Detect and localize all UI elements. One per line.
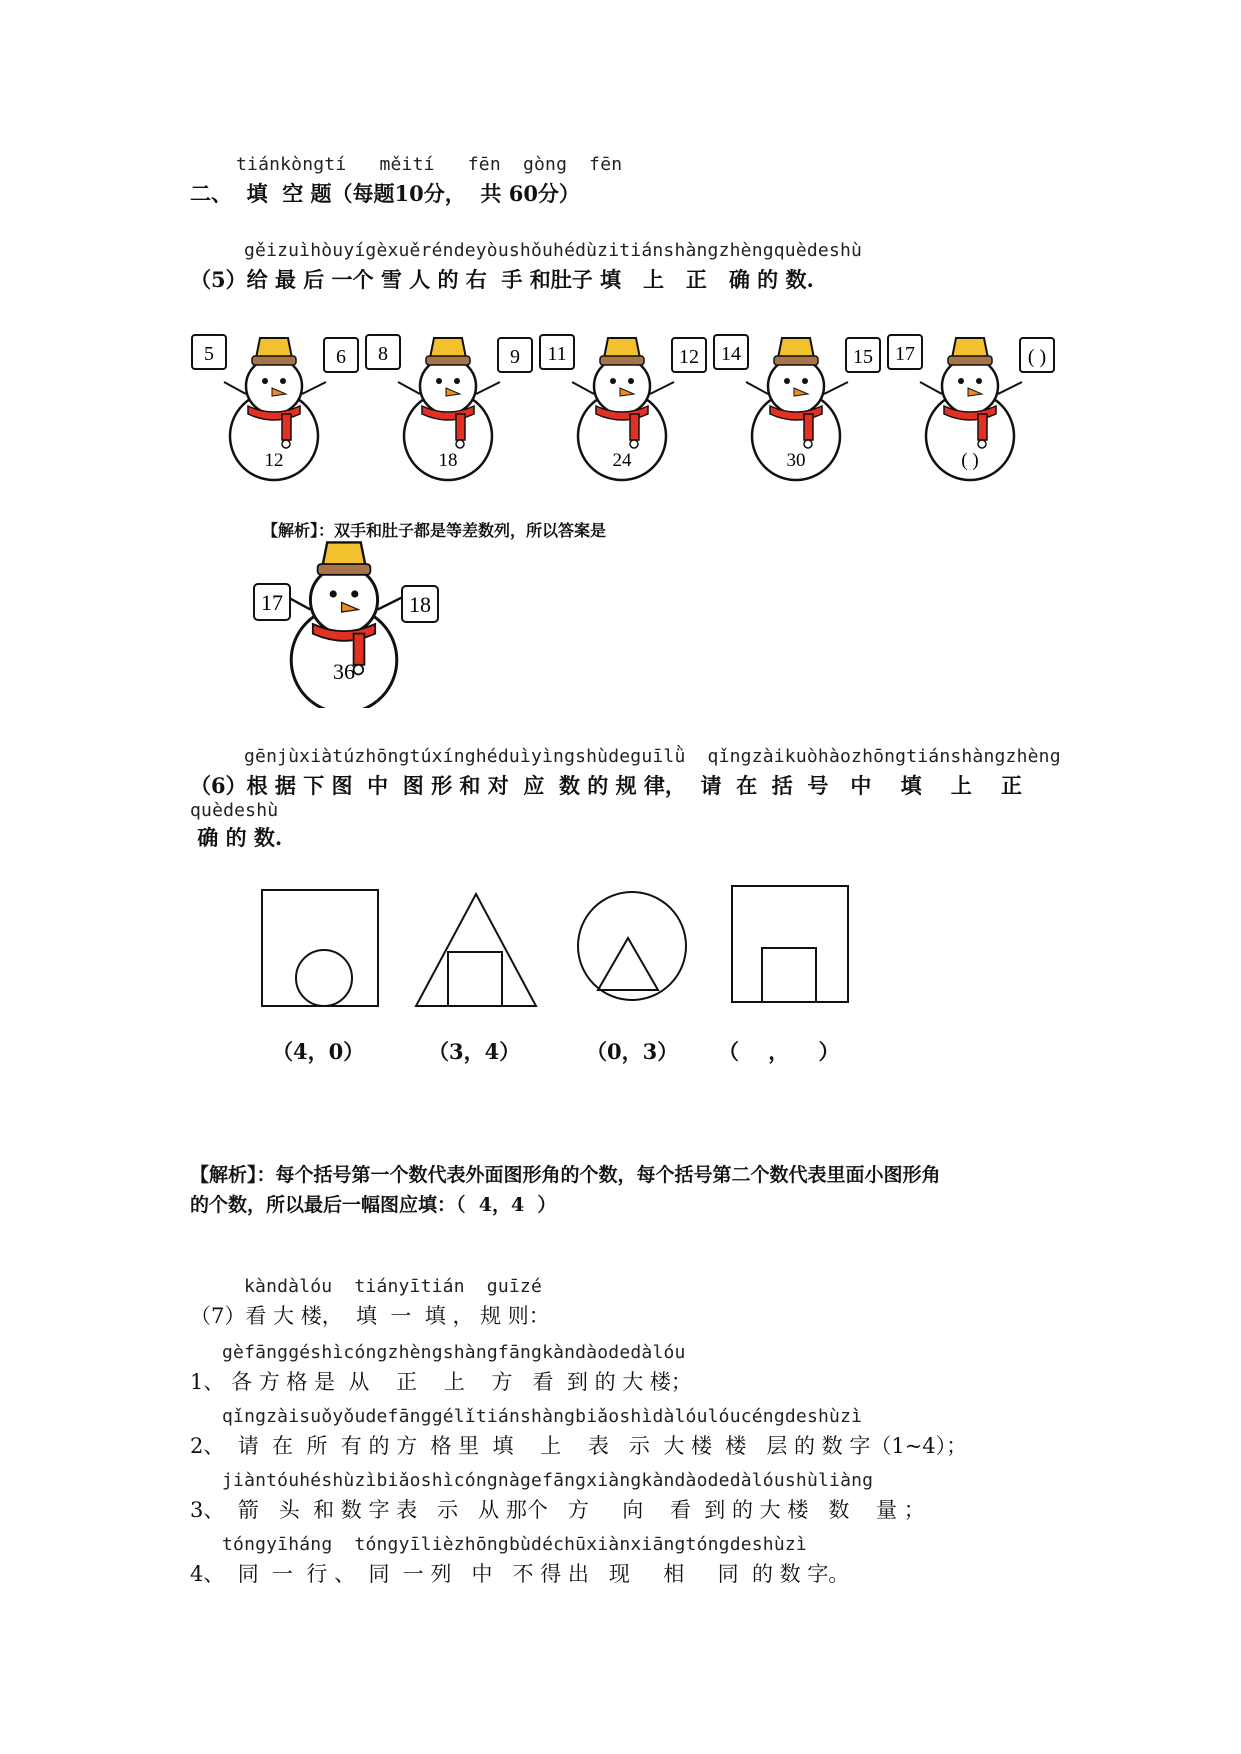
- rule-1-text: 1、 各 方 格 是 从 正 上 方 看 到 的 大 楼；: [190, 1370, 692, 1394]
- snowman-belly-value[interactable]: ( ): [961, 450, 979, 471]
- rule-4-text: 4、 同 一 行 、 同 一 列 中 不 得 出 现 相 同 的 数 字。: [190, 1562, 850, 1586]
- snowman-right-value: 9: [510, 346, 520, 368]
- snowman-left-value: 8: [378, 343, 388, 365]
- answer-belly-value: 36: [333, 659, 355, 684]
- q5-question: （5）给 最 后 一个 雪 人 的 右 手 和肚子 填 上 正 确 的 数.: [190, 267, 814, 292]
- q6-analysis-line1: 【解析】：每个括号第一个数代表外面图形角的个数，每个括号第二个数代表里面小图形角: [190, 1164, 941, 1186]
- rule-2-pinyin: qǐngzàisuǒyǒudefānggélǐtiánshàngbiǎoshìdàlóulóucéngdeshùzì: [222, 1406, 863, 1427]
- q6-pinyin-line1: gēnjùxiàtúzhōngtúxínghéduìyìngshùdeguīlǜ qǐngzàikuòhàozhōngtiánshàngzhèng: [244, 746, 1061, 767]
- snowman-right-value: 12: [679, 346, 699, 368]
- snowman-left-value: 11: [547, 343, 567, 365]
- figure-triangle-square: [416, 894, 536, 1006]
- figure-circle-triangle: [578, 892, 686, 1000]
- snowman-4: [714, 335, 880, 480]
- rule-3-pinyin: jiàntóuhéshùzìbiǎoshìcóngnàgefāngxiàngkàndàodedàlóushùliàng: [222, 1470, 874, 1491]
- snowman-left-value[interactable]: 17: [895, 343, 915, 365]
- snowman-sequence: [190, 330, 1060, 485]
- snowman-belly-value: 12: [264, 450, 284, 471]
- answer-left-value: 17: [261, 590, 283, 615]
- snowman-left-value: 5: [204, 343, 214, 365]
- figure-square-square: [732, 886, 848, 1002]
- snowman-belly-value: 24: [612, 450, 632, 471]
- rule-1-pinyin: gèfānggéshìcóngzhèngshàngfāngkàndàodedàlóu: [222, 1342, 686, 1363]
- shapes-row: [250, 880, 860, 1010]
- snowman-right-value: 6: [336, 346, 346, 368]
- snowman-3: [540, 335, 706, 480]
- q5-analysis: 【解析】：双手和肚子都是等差数列，所以答案是: [262, 521, 607, 540]
- q6-label-2: （3，4）: [428, 1039, 521, 1064]
- snowman-5: [888, 335, 1054, 480]
- q7-question: （7）看 大 楼， 填 一 填 ， 规 则：: [190, 1304, 550, 1328]
- rule-4-pinyin: tóngyīháng tóngyīlièzhōngbùdéchūxiànxiāngtóngdeshùzì: [222, 1534, 807, 1555]
- q6-label-3: （0，3）: [586, 1039, 679, 1064]
- snowman-2: [366, 335, 532, 480]
- figure-square-circle: [262, 890, 378, 1006]
- rule-2-text: 2、 请 在 所 有 的 方 格 里 填 上 表 示 大 楼 楼 层 的 数 字（1~4）；: [190, 1434, 968, 1458]
- answer-snowman: [250, 540, 450, 708]
- rule-3-text: 3、 箭 头 和 数 字 表 示 从 那个 方 向 看 到 的 大 楼 数 量 ；: [190, 1498, 925, 1522]
- snowman-right-value: 15: [853, 346, 873, 368]
- q6-question-line2: 确 的 数.: [190, 825, 283, 850]
- q6-analysis-line2: 的个数，所以最后一幅图应填：（ 4，4 ）: [190, 1194, 557, 1216]
- q6-question-line1: （6）根 据 下 图 中 图 形 和 对 应 数 的 规 律， 请 在 括 号 中 填 上 正: [190, 773, 1023, 798]
- snowman-left-value: 14: [721, 343, 741, 365]
- answer-right-value: 18: [409, 592, 431, 617]
- q7-pinyin: kàndàlóu tiányītián guīzé: [244, 1276, 542, 1297]
- snowman-1: [192, 335, 358, 480]
- q6-label-1: （4，0）: [272, 1039, 365, 1064]
- snowman-belly-value: 18: [438, 450, 458, 471]
- section-title: 二、 填 空 题（每题10分， 共 60分）: [190, 181, 580, 206]
- q5-pinyin: gěizuìhòuyígèxuěréndeyòushǒuhédùzitiánshàngzhèngquèdeshù: [244, 240, 863, 261]
- section-title-pinyin: tiánkòngtí měití fēn gòng fēn: [236, 154, 623, 175]
- snowman-belly-value: 30: [786, 450, 806, 471]
- q6-pinyin-line2: quèdeshù: [190, 800, 279, 821]
- snowman-right-value[interactable]: ( ): [1027, 346, 1047, 368]
- q6-label-4-blank[interactable]: （ ， ）: [718, 1039, 840, 1064]
